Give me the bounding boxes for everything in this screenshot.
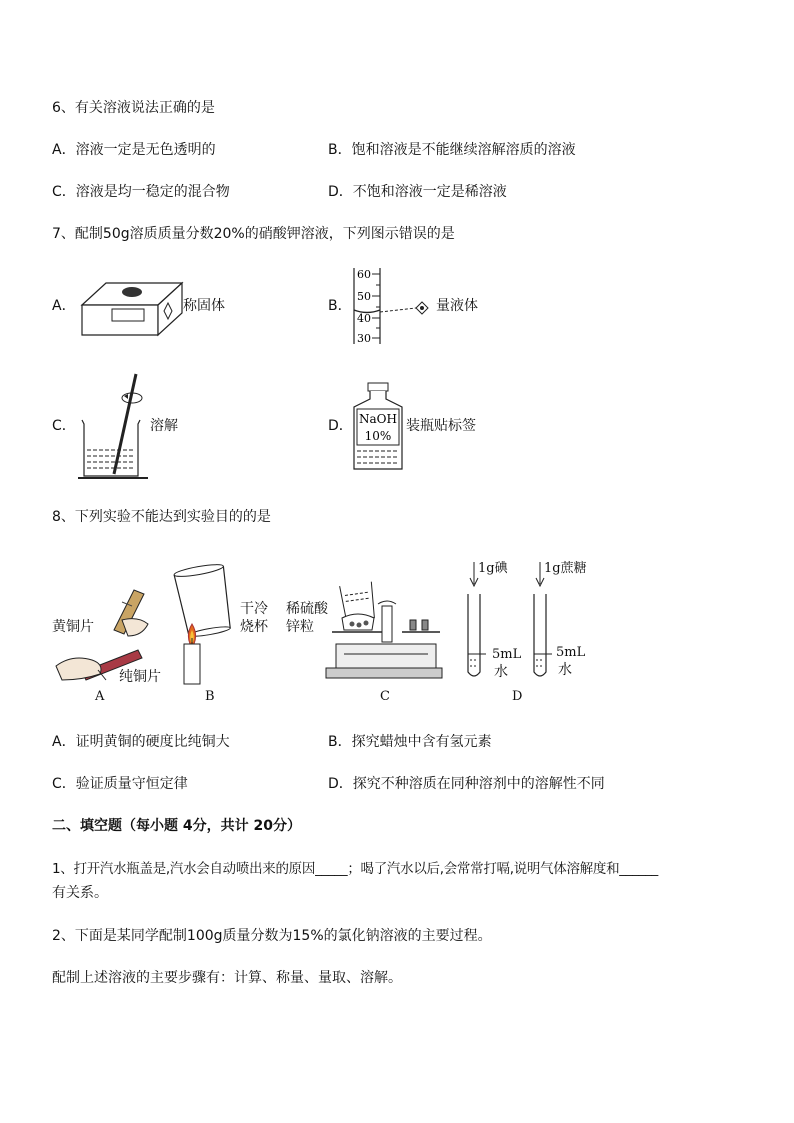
q8-stem: 8、下列实验不能达到实验目的的是 [52, 509, 271, 525]
q7-option-c-letter: C． [52, 418, 76, 434]
q7-option-b-letter: B． [328, 298, 352, 314]
q8-option-c: C．验证质量守恒定律 [52, 776, 188, 792]
q6-option-d: D．不饱和溶液一定是稀溶液 [328, 184, 507, 200]
q6-option-b: B．饱和溶液是不能继续溶解溶质的溶液 [328, 142, 576, 158]
q7-option-d-caption: 装瓶贴标签 [406, 418, 476, 434]
q7-option-c-caption: 溶解 [150, 418, 178, 434]
fill1-line1: 1、打开汽水瓶盖是,汽水会自动喷出来的原因_____；喝了汽水以后,会常常打嗝,说明气体溶解度和______ [52, 861, 659, 877]
beaker-stirring-figure [74, 370, 154, 480]
figure-d-letter: D [512, 689, 523, 704]
q7-option-a-caption: 称固体 [183, 298, 225, 314]
fill2-stem: 2、下面是某同学配制100g质量分数为15%的氯化钠溶液的主要过程。 [52, 928, 492, 944]
q6-option-a: A．溶液一定是无色透明的 [52, 142, 216, 158]
figure-b-candle-beaker [170, 566, 240, 686]
fill2-steps: 配制上述溶液的主要步骤有：计算、称量、量取、溶解。 [52, 970, 402, 986]
q6-stem: 6、有关溶液说法正确的是 [52, 100, 215, 116]
figure-d-right-volume: 5mL [556, 645, 586, 660]
cylinder-tick-30: 30 [357, 332, 371, 345]
figure-d-right-reagent: 1g蔗糖 [544, 561, 587, 576]
q6-option-c: C．溶液是均一稳定的混合物 [52, 184, 230, 200]
cylinder-tick-50: 50 [357, 290, 371, 303]
figure-d-right-water: 水 [558, 662, 572, 678]
bottle-label-name: NaOH [359, 412, 397, 426]
cylinder-tick-60: 60 [357, 268, 371, 281]
figure-d-left-volume: 5mL [492, 647, 522, 662]
figure-d-left-water: 水 [494, 664, 508, 680]
balance-scale-figure [78, 277, 184, 343]
q7-option-b-caption: 量液体 [436, 298, 478, 314]
reagent-bottle-figure [350, 381, 406, 473]
figure-c-label-line2: 锌粒 [286, 619, 314, 635]
figure-c-balance-reaction [324, 580, 444, 684]
q7-option-a-letter: A． [52, 298, 76, 314]
fill1-line2: 有关系。 [52, 885, 108, 901]
figure-a-bottom-label: 纯铜片 [119, 669, 161, 685]
q8-option-a: A．证明黄铜的硬度比纯铜大 [52, 734, 230, 750]
graduated-cylinder-figure [350, 266, 440, 346]
q8-option-b: B．探究蜡烛中含有氢元素 [328, 734, 492, 750]
figure-a-letter: A [95, 689, 105, 704]
figure-d-left-reagent: 1g碘 [478, 561, 508, 576]
figure-b-label-line1: 干冷 [240, 601, 268, 617]
q8-option-d: D．探究不种溶质在同种溶剂中的溶解性不同 [328, 776, 605, 792]
figure-c-letter: C [380, 689, 390, 704]
bottle-label-concentration: 10% [364, 429, 392, 443]
figure-a-top-label: 黄铜片 [52, 619, 94, 635]
cylinder-tick-40: 40 [357, 312, 371, 325]
q7-option-d-letter: D． [328, 418, 353, 434]
figure-b-label-line2: 烧杯 [240, 619, 268, 635]
figure-c-label-line1: 稀硫酸 [286, 601, 328, 617]
figure-b-letter: B [205, 689, 215, 704]
q7-stem: 7、配制50g溶质质量分数20%的硝酸钾溶液，下列图示错误的是 [52, 226, 455, 242]
section-title-fill-in: 二、填空题（每小题 4分，共计 20分） [52, 818, 301, 834]
